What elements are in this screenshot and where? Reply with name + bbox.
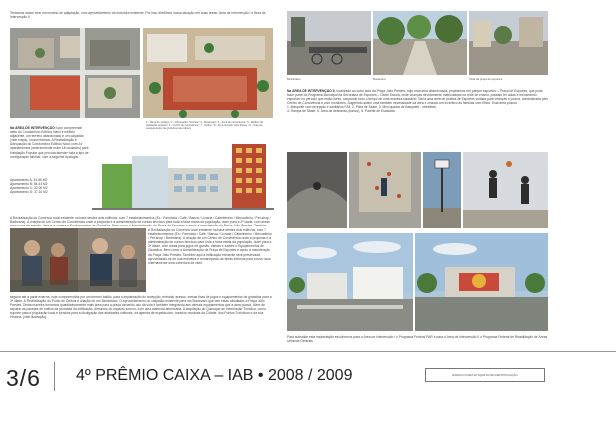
caption-sports-plaza: Vista da praça de esportes — [469, 77, 503, 81]
area-2-item-line-1: 1. Marquise com recepção e sanitários F/M, 2. Pista de Skate, 3. Mini-quadra de Basquete - streetball, — [287, 105, 437, 110]
apartment-b: Apartamento B: 54.44 M2 — [10, 182, 48, 187]
apartment-list — [10, 178, 90, 204]
intro-text: Tentamos assim criar um modelo de adaptação, com aproveitamento da estrutura existente. Por isso dividimos nossa atuação em duas áreas: Área de Intervenção I e Área de Intervenção II. — [10, 11, 266, 20]
area-1-heading: Na ÁREA DE INTERVENÇÃO I — [10, 126, 57, 130]
bottom-paragraph: seguirá até a parte externa, hoje compreendida por um terreno baldio, para a implantação do recepção, entrada/ acesso, mesas fixas de jogos e equipamentos de ginástica para a 3ª idade. A Revitalização do Ponto de Ônibus e criação de um Bicicletário. O Aproveitamento do calçadão existente para um Boulevard que tem estas atividades à Praça Júlio Prestes. Desta maneira tornamos quantitativamente mais área para a praça tornando uso da vida e também integrando aos demais equipamentos que a área possui. Além de separar as paradas de ônibus da prumada da edificação, dimuindo do impacto sonoro, com uma alameda arborizada. A ampliação do Quiosque de Informação Turística, como suporte para a população local e turística para a divulgação das atividades culturais, da agenda de espetáculos, horários musicais da Cidade, dos Pontos Turísticos e da sua História. (vide ilustração). — [10, 295, 272, 320]
render-sports-plaza-right — [415, 233, 548, 331]
apartment-d: Apartamento D: 37.10 M2 — [10, 190, 48, 195]
area-2-heading: Na ÁREA DE INTERVENÇÃO II, — [287, 89, 336, 93]
caption-boulevard: Boulevard — [373, 77, 386, 81]
community-photos — [10, 228, 146, 292]
commerce-text-continued: A Revitalização do Comércio local existente na base destes dois edifícios, com 7 estabelecimentos (Ex.: Farmácia / Café / Banca / Livraria / Cabeleireiro / Mercadinho / Pet-shop / Barbearia). A criação de um Centro de Convivência onde a proposta é a administração de cursos técnicos para toda a faixa etária da população, lazer para a 3ª idade, com áreas para jogos de gamão, damas e xadrez e Equipamentos de Ginástica. Bem como a Administração da Praça de Esportes e apoio à manutenção da Praça Júlio Prestes. Também aqui a edificação existente será preservada, aproveitando-se de sua estrutura e remanejando as áreas internas para novos usos. Internamente uma cobertura de vidro — [148, 228, 272, 265]
area-1-body: que compreende além do Condomínio Edifício Narci e edifício adjacente, um terreno abandonado e um calçadão (vide mapa), concentramos: A Revitalização e Adequação do Condomínio Edifício Narci com 24 apartamentos (anteriormente eram 18 unidades) para Habitação Popular que procura atender toda a tipo de configuração familiar, com a seguinte tipologia: — [10, 126, 89, 159]
plan-legend: 1 - Pisos de vidraça / 2 - Informação Turística / 3 - Boulevard / 4 - Área de convivência / 5 - Edifício de habitação popular / 6 - Centro de convivência / 7 - Jardim / 8 - Área de lazer para idosos / 9 - Área de equipamentos de ginástica para idosos — [146, 121, 264, 131]
commerce-text: A Revitalização do Comércio local existente na base destes dois edifícios, com 7 estabelecimentos (Ex.: Farmácia / Café / Banca / Livraria / Cabeleireiro / Mercadinho / Pet-shop / Barbearia). A criação de um Centro de Convivência onde a proposta é a administração de cursos técnicos para toda a faixa etária da população, lazer para a 3ª idade, com áreas — [10, 216, 271, 225]
photo-streetball — [463, 152, 548, 228]
page-number: 3/6 — [6, 365, 41, 391]
caption-bicycle-rack: Bicicletário — [287, 77, 301, 81]
photo-sports-plaza-view — [469, 11, 548, 75]
site-plan-proposed — [143, 28, 273, 118]
photo-climbing-wall — [349, 152, 421, 228]
photo-boulevard — [373, 11, 467, 75]
footer-divider — [0, 351, 616, 352]
commerce-text-column — [148, 228, 272, 292]
area-2-text — [287, 89, 548, 133]
photo-bicycle-rack — [287, 11, 371, 75]
program-note: Para subsidiar esta implantação escolhemos para a Área de Intervenção I o Programa Federal PAR e para a Área de Intervenção II o Programa Federal de Reabilitação de Áreas Urbanas Centrais. — [287, 335, 548, 344]
identification-label-text: ESPAÇO PARA ETIQUETA DE IDENTIFICAÇÃO — [452, 373, 518, 377]
area-2-body: localizado ao outro lado da Praça Júlio Prestes, hoje uma área abandonada, projetamos um parque esportivo – Praça de Esportes, que pode fazer parte do Programa Municipal da Secretaria de Esportes – Clube Escola, onde crianças devidamente matriculadas na rede de ensino, possam ter aulas e treinamento esportivo no período que estão livres, ocupando todo o tempo de uma maneira saudável. Seria uma área de prática de Esportes voltada para crianças e jovens, administrada pelo Centro de Convivência e com monitores. Sugerindo assim uma também necessidade da área e criando um incentivo às famílias com filhos. Esta área possui: — [287, 89, 548, 106]
apartment-c: Apartamento C: 32.00 M2 — [10, 186, 48, 191]
identification-label-box — [425, 368, 545, 382]
commerce-text-head — [10, 216, 272, 226]
building-elevation — [92, 140, 274, 210]
page-title: 4º PRÊMIO CAIXA – IAB • 2008 / 2009 — [76, 367, 353, 384]
footer-separator — [54, 362, 55, 391]
area-2-item-line-2: 4. Rampa de Skate, 5. Área de descanso (banco), 6. Parede de Escalada. — [287, 109, 396, 114]
apartment-a: Apartamento A: 51.86 M2 — [10, 178, 48, 182]
photo-skate-park — [287, 152, 347, 228]
site-plan-existing — [10, 28, 140, 118]
render-sports-plaza-left — [287, 233, 413, 331]
photo-basketball — [423, 152, 461, 228]
